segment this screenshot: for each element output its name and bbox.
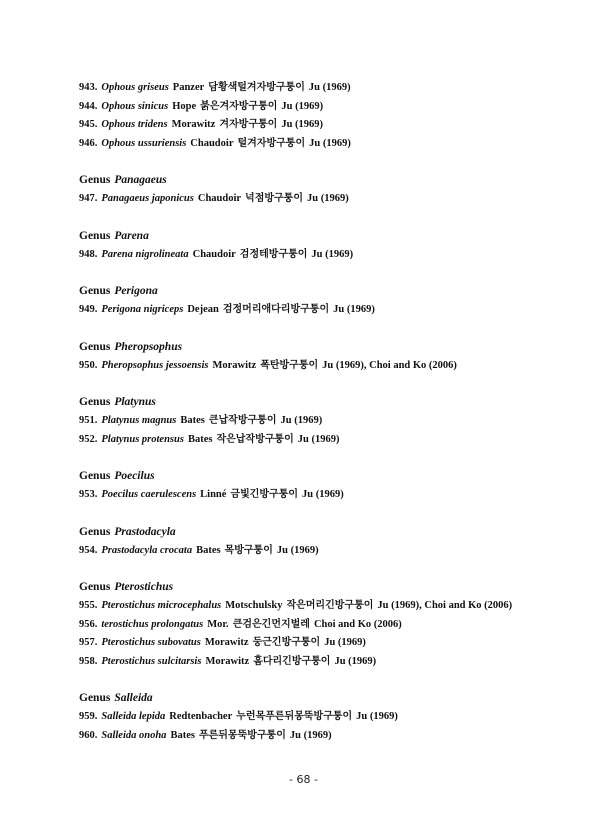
entry-number: 944. [79, 100, 98, 112]
korean-name: 작은머리긴방구퉁이 [286, 600, 374, 611]
citation: Ju (1969) [276, 544, 319, 556]
species-entry [79, 246, 579, 265]
species-name: Ophous tridens [101, 119, 168, 130]
genus-prefix: Genus [79, 525, 111, 538]
species-name: Pterostichus subovatus [101, 637, 201, 648]
korean-name: 누런목푸른뒤몽뚝방구퉁이 [236, 711, 353, 722]
korean-name: 검정머리애다리방구퉁이 [222, 304, 330, 315]
citation: Ju (1969), Choi and Ko (2006) [322, 359, 457, 371]
entry-number: 946. [79, 137, 98, 149]
genus-name: Platynus [114, 396, 156, 408]
citation: Ju (1969) [289, 729, 332, 741]
citation: Ju (1969) [308, 82, 351, 93]
species-entry [79, 98, 579, 117]
genus-heading [79, 578, 579, 596]
species-name: Parena nigrolineata [101, 248, 189, 260]
species-name: Prastodacyla crocata [101, 544, 193, 556]
entry-number: 960. [79, 729, 98, 741]
author-name: Morawitz [171, 119, 216, 130]
genus-heading [79, 282, 579, 300]
species-entry [79, 135, 579, 154]
species-entry [79, 116, 579, 135]
entry-number: 955. [79, 600, 98, 611]
author-name: Chaudoir [190, 137, 234, 149]
species-entry [79, 301, 579, 320]
entry-number: 957. [79, 637, 98, 648]
species-entry [79, 634, 579, 653]
species-entry [79, 357, 579, 376]
author-name: Chaudoir [197, 193, 242, 204]
author-name: Redtenbacher [169, 711, 233, 722]
author-name: Motschulsky [225, 600, 283, 611]
species-entry [79, 190, 579, 209]
author-name: Bates [180, 415, 205, 426]
species-name: Perigona nigriceps [101, 304, 184, 315]
species-entry [79, 597, 579, 616]
citation: Ju (1969) [280, 415, 323, 426]
genus-name: Prastodacyla [114, 525, 176, 538]
genus-name: Pterostichus [114, 581, 174, 593]
korean-name: 큰검은긴먼지벌레 [232, 618, 310, 630]
species-entry [79, 79, 579, 98]
species-name: Ophous ussuriensis [101, 137, 187, 149]
entry-number: 949. [79, 304, 98, 315]
korean-name: 홈다리긴방구퉁이 [253, 655, 331, 667]
species-name: Salleida lepida [101, 711, 166, 722]
species-entry [79, 412, 579, 431]
entry-number: 948. [79, 248, 98, 260]
genus-name: Panagaeus [114, 174, 167, 186]
genus-prefix: Genus [79, 470, 111, 482]
entry-number: 953. [79, 489, 98, 500]
korean-name: 담황색털겨자방구퉁이 [208, 82, 305, 93]
korean-name: 목방구퉁이 [224, 544, 273, 556]
entry-number: 952. [79, 433, 98, 445]
citation: Ju (1969) [281, 100, 324, 112]
author-name: Morawitz [205, 655, 250, 667]
citation: Ju (1969) [356, 711, 398, 722]
genus-prefix: Genus [79, 581, 111, 593]
citation: Choi and Ko (2006) [313, 618, 402, 630]
author-name: Dejean [187, 304, 219, 315]
citation: Ju (1969) [309, 137, 351, 149]
author-name: Bates [170, 729, 195, 741]
citation: Ju (1969) [334, 655, 377, 667]
author-name: Bates [187, 433, 213, 445]
genus-name: Parena [114, 229, 149, 242]
author-name: Chaudoir [192, 248, 236, 260]
author-name: Bates [196, 544, 221, 556]
species-name: Pterostichus microcephalus [101, 600, 222, 611]
genus-name: Salleida [114, 692, 153, 704]
entry-number: 958. [79, 655, 98, 667]
species-name: Poecilus caerulescens [101, 489, 197, 500]
citation: Ju (1969) [324, 637, 366, 648]
genus-heading [79, 467, 579, 485]
entry-number: 943. [79, 82, 98, 93]
korean-name: 겨자방구퉁이 [219, 119, 278, 130]
species-entry [79, 486, 579, 505]
species-name: Ophous sinicus [101, 100, 169, 112]
author-name: Panzer [172, 82, 205, 93]
author-name: Mor. [207, 618, 229, 630]
genus-prefix: Genus [79, 174, 111, 186]
author-name: Morawitz [212, 359, 257, 371]
citation: Ju (1969) [311, 248, 354, 260]
entry-number: 945. [79, 119, 98, 130]
citation: Ju (1969), Choi and Ko (2006) [377, 600, 513, 611]
catalog-content [79, 79, 579, 745]
genus-prefix: Genus [79, 340, 111, 353]
species-entry [79, 727, 579, 746]
page-number: - 68 - [289, 773, 318, 786]
genus-heading [79, 227, 579, 245]
species-name: Pterostichus sulcitarsis [101, 655, 202, 667]
species-name: Platynus magnus [101, 415, 177, 426]
species-name: Salleida onoha [101, 729, 167, 741]
species-name: Pheropsophus jessoensis [101, 359, 209, 371]
entry-number: 959. [79, 711, 98, 722]
korean-name: 둥근긴방구퉁이 [252, 637, 321, 648]
species-entry [79, 653, 579, 672]
citation: Ju (1969) [307, 193, 349, 204]
author-name: Morawitz [204, 637, 249, 648]
genus-name: Poecilus [114, 470, 155, 482]
author-name: Hope [172, 100, 197, 112]
korean-name: 금빛긴방구퉁이 [230, 489, 299, 500]
genus-heading [79, 171, 579, 189]
species-entry [79, 542, 579, 561]
korean-name: 큰납작방구퉁이 [208, 415, 277, 426]
species-entry [79, 708, 579, 727]
genus-prefix: Genus [79, 396, 111, 408]
genus-prefix: Genus [79, 229, 111, 242]
species-name: terostichus prolongatus [101, 618, 204, 630]
species-entry [79, 616, 579, 635]
korean-name: 털겨자방구퉁이 [237, 137, 306, 149]
entry-number: 951. [79, 415, 98, 426]
korean-name: 폭탄방구퉁이 [260, 359, 319, 371]
korean-name: 넉점방구퉁이 [245, 193, 304, 204]
author-name: Linné [200, 489, 227, 500]
species-name: Panagaeus japonicus [101, 193, 194, 204]
korean-name: 푸른뒤몽뚝방구퉁이 [198, 729, 286, 741]
entry-number: 956. [79, 618, 98, 630]
species-name: Ophous griseus [101, 82, 169, 93]
genus-prefix: Genus [79, 692, 111, 704]
genus-heading [79, 338, 579, 356]
species-name: Platynus protensus [101, 433, 184, 445]
entry-number: 954. [79, 544, 98, 556]
korean-name: 작은납작방구퉁이 [216, 433, 294, 445]
genus-heading [79, 523, 579, 541]
citation: Ju (1969) [333, 304, 375, 315]
citation: Ju (1969) [281, 119, 324, 130]
citation: Ju (1969) [302, 489, 344, 500]
entry-number: 947. [79, 193, 98, 204]
genus-prefix: Genus [79, 285, 111, 297]
korean-name: 붉은겨자방구퉁이 [200, 100, 278, 112]
genus-heading [79, 393, 579, 411]
genus-name: Perigona [114, 285, 158, 297]
entry-number: 950. [79, 359, 98, 371]
genus-name: Pheropsophus [114, 340, 183, 353]
korean-name: 검정테방구퉁이 [239, 248, 308, 260]
genus-heading [79, 689, 579, 707]
citation: Ju (1969) [297, 433, 340, 445]
species-entry [79, 431, 579, 450]
